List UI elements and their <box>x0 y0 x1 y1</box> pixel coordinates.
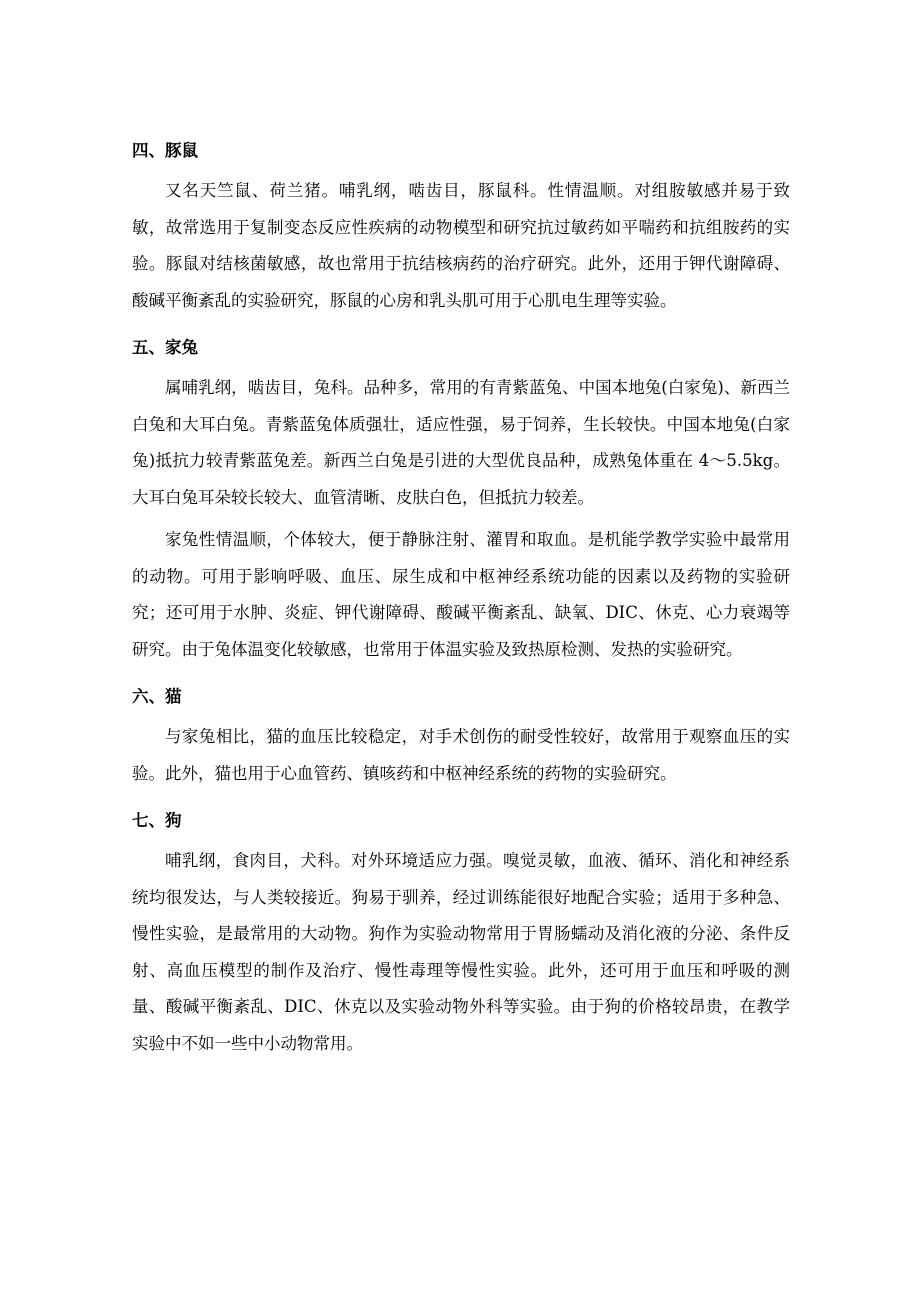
section-guinea-pig <box>132 128 790 319</box>
section-paragraph: 哺乳纲，食肉目，犬科。对外环境适应力强。嗅觉灵敏，血液、循环、消化和神经系统均很发达，与人类较接近。狗易于驯养，经过训练能很好地配合实验；适用于多种急、慢性实验，是最常用的大动物。狗作为实验动物常用于胃肠蠕动及消化液的分泌、条件反射、高血压模型的制作及治疗、慢性毒理等慢性实验。此外，还可用于血压和呼吸的测量、酸碱平衡紊乱、DIC、休克以及实验动物外科等实验。由于狗的价格较昂贵，在教学实验中不如一些中小动物常用。 <box>132 851 790 1053</box>
section-heading: 六、猫 <box>132 687 182 706</box>
section-paragraph: 属哺乳纲，啮齿目，兔科。品种多，常用的有青紫蓝兔、中国本地兔(白家兔)、新西兰白兔和大耳白兔。青紫蓝兔体质强壮，适应性强，易于饲养，生长较快。中国本地兔(白家兔)抵抗力较青紫蓝兔差。新西兰白兔是引进的大型优良品种，成熟兔体重在 4～5.5kg。大耳白兔耳朵较长较大、血管清晰、皮肤白色，但抵抗力较差。 <box>132 378 790 507</box>
section-cat <box>132 674 790 792</box>
section-dog <box>132 798 790 1062</box>
section-paragraph: 与家兔相比，猫的血压比较稳定，对手术创伤的耐受性较好，故常用于观察血压的实验。此外，猫也用于心血管药、镇咳药和中枢神经系统的药物的实验研究。 <box>132 727 790 783</box>
section-paragraph: 又名天竺鼠、荷兰猪。哺乳纲，啮齿目，豚鼠科。性情温顺。对组胺敏感并易于致敏，故常选用于复制变态反应性疾病的动物模型和研究抗过敏药如平喘药和抗组胺药的实验。豚鼠对结核菌敏感，故也常用于抗结核病药的治疗研究。此外，还用于钾代谢障碍、酸碱平衡紊乱的实验研究，豚鼠的心房和乳头肌可用于心肌电生理等实验。 <box>132 181 790 310</box>
section-heading: 七、狗 <box>132 811 182 830</box>
section-rabbit <box>132 325 790 668</box>
section-heading: 四、豚鼠 <box>132 141 198 160</box>
section-paragraph: 家兔性情温顺，个体较大，便于静脉注射、灌胃和取血。是机能学教学实验中最常用的动物。可用于影响呼吸、血压、尿生成和中枢神经系统功能的因素以及药物的实验研究；还可用于水肿、炎症、钾代谢障碍、酸碱平衡紊乱、缺氧、DIC、休克、心力衰竭等研究。由于兔体温变化较敏感，也常用于体温实验及致热原检测、发热的实验研究。 <box>132 530 790 659</box>
section-heading: 五、家兔 <box>132 338 198 357</box>
